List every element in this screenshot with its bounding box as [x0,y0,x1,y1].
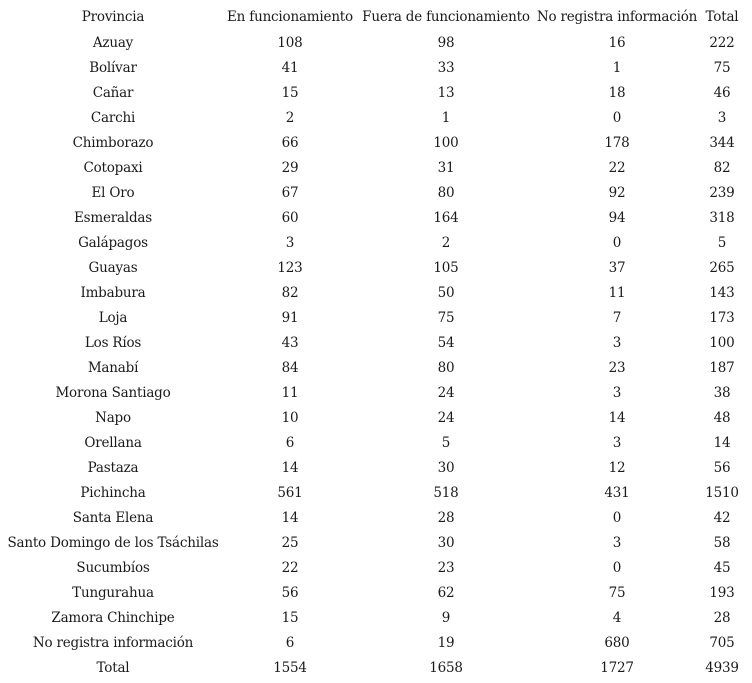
cell-total: 48 [713,409,731,426]
cell-no-record: 16 [608,34,626,51]
cell-in-operation: 25 [281,534,299,551]
cell-in-operation: 60 [281,209,299,226]
cell-no-record: 431 [604,484,630,501]
cell-in-operation: 6 [285,434,295,451]
cell-total: 187 [709,359,735,376]
table-row [4,580,744,605]
cell-out-of-operation: 9 [441,609,451,626]
cell-no-record: 4 [612,609,622,626]
province-status-table [4,4,744,680]
cell-in-operation: 29 [281,159,299,176]
cell-out-of-operation: 30 [437,534,455,551]
cell-in-operation: 91 [281,309,299,326]
cell-total: 222 [709,34,735,51]
cell-no-record: 75 [608,584,626,601]
table-row [4,405,744,430]
table-row [4,330,744,355]
cell-out-of-operation: 105 [433,259,459,276]
cell-out-of-operation: 75 [437,309,455,326]
cell-in-operation: 108 [277,34,303,51]
cell-out-of-operation: 33 [437,59,455,76]
column-header-total: Total [705,9,739,25]
cell-province: Chimborazo [72,134,154,151]
cell-province: Los Ríos [84,334,142,351]
cell-no-record: 22 [608,159,626,176]
cell-province: Santo Domingo de los Tsáchilas [7,534,219,551]
table-body [4,30,744,680]
cell-province: Loja [98,309,128,326]
cell-in-operation: 14 [281,509,299,526]
cell-province: Pichincha [80,484,146,501]
table-row [4,605,744,630]
cell-total: 1510 [705,484,739,501]
cell-total: 5 [717,234,727,251]
table-row [4,255,744,280]
cell-no-record: 178 [604,134,630,151]
cell-total: 46 [713,84,731,101]
column-header-in-operation: En funcionamiento [227,9,353,25]
cell-out-of-operation: 5 [441,434,451,451]
cell-province: El Oro [91,184,135,201]
cell-no-record: 0 [612,234,622,251]
cell-no-record: 1 [612,59,622,76]
cell-out-of-operation: 164 [433,209,459,226]
column-header-province: Provincia [81,9,145,25]
cell-in-operation: 84 [281,359,299,376]
cell-province: Sucumbíos [76,559,150,576]
cell-province: Zamora Chinchipe [51,609,175,626]
cell-total: 344 [709,134,735,151]
cell-out-of-operation: 2 [441,234,451,251]
cell-province: Santa Elena [72,509,154,526]
cell-total: 143 [709,284,735,301]
cell-province: Manabí [87,359,139,376]
cell-no-record: 1727 [600,659,634,676]
cell-province: No registra información [32,634,194,651]
table-row [4,230,744,255]
cell-in-operation: 43 [281,334,299,351]
table-row [4,530,744,555]
cell-out-of-operation: 54 [437,334,455,351]
cell-province: Total [96,659,130,676]
cell-total: 705 [709,634,735,651]
table-row [4,180,744,205]
cell-total: 42 [713,509,731,526]
cell-out-of-operation: 24 [437,409,455,426]
table-row [4,30,744,55]
cell-total: 45 [713,559,731,576]
cell-total: 193 [709,584,735,601]
cell-out-of-operation: 23 [437,559,455,576]
cell-province: Imbabura [80,284,146,301]
cell-out-of-operation: 24 [437,384,455,401]
cell-no-record: 37 [608,259,626,276]
column-header-no-record: No registra información [536,9,698,25]
cell-out-of-operation: 1658 [429,659,463,676]
cell-province: Guayas [88,259,138,276]
cell-in-operation: 15 [281,84,299,101]
cell-in-operation: 82 [281,284,299,301]
header-row [4,4,744,30]
cell-no-record: 7 [612,309,622,326]
table-row [4,105,744,130]
table-header [4,4,744,30]
cell-province: Bolívar [89,59,137,76]
cell-no-record: 680 [604,634,630,651]
table-row [4,505,744,530]
cell-out-of-operation: 98 [437,34,455,51]
table-row [4,80,744,105]
cell-total: 82 [713,159,731,176]
cell-in-operation: 67 [281,184,299,201]
cell-total: 265 [709,259,735,276]
cell-no-record: 3 [612,334,622,351]
cell-total: 100 [709,334,735,351]
cell-in-operation: 6 [285,634,295,651]
table-row [4,480,744,505]
cell-out-of-operation: 28 [437,509,455,526]
cell-in-operation: 56 [281,584,299,601]
cell-no-record: 0 [612,559,622,576]
cell-out-of-operation: 80 [437,184,455,201]
cell-total: 239 [709,184,735,201]
cell-no-record: 0 [612,509,622,526]
cell-total: 3 [717,109,727,126]
cell-no-record: 0 [612,109,622,126]
cell-in-operation: 22 [281,559,299,576]
cell-in-operation: 2 [285,109,295,126]
table-row [4,155,744,180]
cell-out-of-operation: 19 [437,634,455,651]
cell-in-operation: 3 [285,234,295,251]
cell-out-of-operation: 31 [437,159,455,176]
cell-in-operation: 11 [281,384,299,401]
cell-out-of-operation: 13 [437,84,455,101]
cell-no-record: 23 [608,359,626,376]
table-row [4,55,744,80]
cell-no-record: 12 [608,459,626,476]
cell-no-record: 94 [608,209,626,226]
total-row [4,655,744,680]
table-row [4,455,744,480]
cell-out-of-operation: 518 [433,484,459,501]
cell-in-operation: 15 [281,609,299,626]
table-row [4,430,744,455]
cell-province: Esmeraldas [73,209,152,226]
cell-in-operation: 123 [277,259,303,276]
cell-no-record: 14 [608,409,626,426]
cell-province: Galápagos [78,234,148,251]
cell-province: Orellana [84,434,142,451]
cell-province: Napo [95,409,131,426]
cell-in-operation: 14 [281,459,299,476]
cell-no-record: 3 [612,384,622,401]
cell-out-of-operation: 50 [437,284,455,301]
cell-total: 14 [713,434,731,451]
cell-province: Cotopaxi [83,159,143,176]
cell-province: Azuay [92,34,134,51]
cell-total: 38 [713,384,731,401]
cell-no-record: 3 [612,534,622,551]
cell-in-operation: 561 [277,484,303,501]
cell-province: Morona Santiago [55,384,171,401]
table-row [4,205,744,230]
cell-no-record: 11 [608,284,626,301]
cell-province: Cañar [92,84,134,101]
cell-province: Tungurahua [72,584,154,601]
cell-no-record: 18 [608,84,626,101]
table-row [4,355,744,380]
cell-total: 28 [713,609,731,626]
cell-out-of-operation: 30 [437,459,455,476]
cell-in-operation: 10 [281,409,299,426]
cell-out-of-operation: 62 [437,584,455,601]
cell-total: 56 [713,459,731,476]
cell-no-record: 3 [612,434,622,451]
table-row [4,305,744,330]
cell-province: Carchi [90,109,136,126]
cell-total: 173 [709,309,735,326]
table-row [4,280,744,305]
cell-out-of-operation: 80 [437,359,455,376]
cell-total: 58 [713,534,731,551]
cell-total: 4939 [705,659,739,676]
table-row [4,380,744,405]
cell-no-record: 92 [608,184,626,201]
table-row [4,130,744,155]
table-row [4,630,744,655]
cell-in-operation: 41 [281,59,299,76]
table-row [4,555,744,580]
cell-total: 318 [709,209,735,226]
cell-out-of-operation: 1 [441,109,451,126]
column-header-out-of-operation: Fuera de funcionamiento [362,9,530,25]
cell-in-operation: 66 [281,134,299,151]
cell-out-of-operation: 100 [433,134,459,151]
cell-in-operation: 1554 [273,659,307,676]
cell-province: Pastaza [87,459,139,476]
cell-total: 75 [713,59,731,76]
